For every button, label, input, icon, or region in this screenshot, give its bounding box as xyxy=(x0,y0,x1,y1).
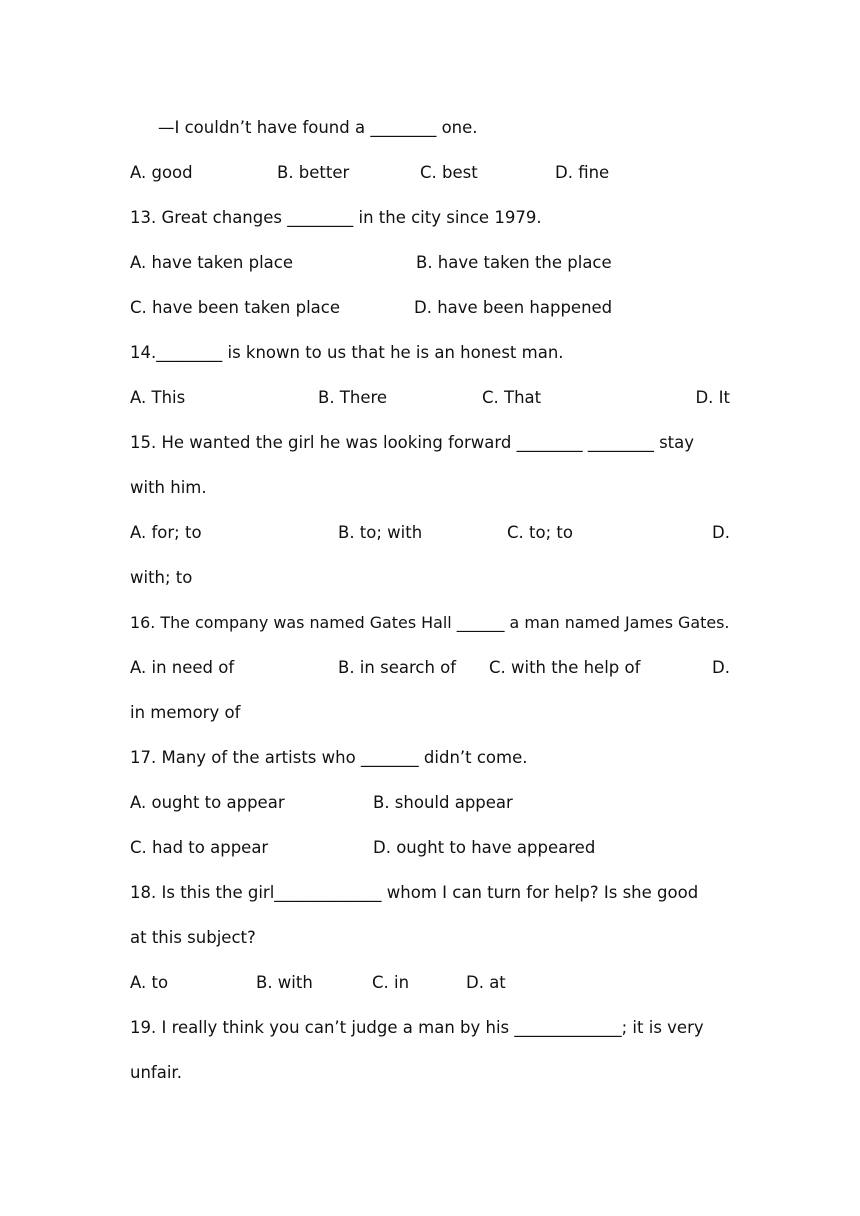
q17-option-a: A. ought to appear xyxy=(130,793,285,812)
q14-option-b: B. There xyxy=(318,388,388,407)
q14-stem-text: 14.________ is known to us that he is an honest man. xyxy=(130,343,564,362)
q13-option-d: D. have been happened xyxy=(414,298,613,317)
q12-option-c: C. best xyxy=(420,163,478,182)
q17-options-row2 xyxy=(130,836,730,860)
q14-options xyxy=(130,386,730,410)
q13-stem xyxy=(130,206,730,230)
q13-options-row2 xyxy=(130,296,730,320)
q14-option-c: C. That xyxy=(482,388,542,407)
q18-stem-line2 xyxy=(130,926,730,950)
q19-stem-text-2: unfair. xyxy=(130,1063,182,1082)
q15-option-d-label: D. xyxy=(712,523,730,542)
q16-option-b: B. in search of xyxy=(338,658,457,677)
q12-options xyxy=(130,161,730,185)
q18-option-b: B. with xyxy=(256,973,313,992)
q18-option-d: D. at xyxy=(466,973,506,992)
q18-stem-text-1: 18. Is this the girl_____________ whom I can turn for help? Is she good xyxy=(130,883,699,902)
q14-option-a: A. This xyxy=(130,388,186,407)
q16-option-d-text: in memory of xyxy=(130,703,241,722)
q18-stem-line1 xyxy=(130,881,730,905)
q15-option-d-text: with; to xyxy=(130,568,193,587)
q16-option-a: A. in need of xyxy=(130,658,235,677)
q15-option-b: B. to; with xyxy=(338,523,423,542)
q13-option-b: B. have taken the place xyxy=(416,253,612,272)
q15-option-c: C. to; to xyxy=(507,523,573,542)
q19-stem-line2 xyxy=(130,1061,730,1085)
q17-option-c: C. had to appear xyxy=(130,838,269,857)
q16-stem xyxy=(130,611,730,635)
q13-options-row1 xyxy=(130,251,730,275)
q17-option-d: D. ought to have appeared xyxy=(373,838,596,857)
q12-stem-continuation: —I couldn’t have found a ________ one. xyxy=(158,118,478,137)
q15-options xyxy=(130,521,730,545)
q18-options xyxy=(130,971,730,995)
q17-options-row1 xyxy=(130,791,730,815)
q17-option-b: B. should appear xyxy=(373,793,513,812)
q17-stem xyxy=(130,746,730,770)
q16-stem-text: 16. The company was named Gates Hall ______ a man named James Gates. xyxy=(130,613,730,632)
q13-stem-text: 13. Great changes ________ in the city since 1979. xyxy=(130,208,542,227)
q19-stem-text-1: 19. I really think you can’t judge a man by his _____________; it is very xyxy=(130,1018,704,1037)
q16-option-c: C. with the help of xyxy=(489,658,641,677)
q12-stem-line xyxy=(130,116,730,140)
q16-options xyxy=(130,656,730,680)
q12-option-a: A. good xyxy=(130,163,193,182)
q16-option-d-wrap-line xyxy=(130,701,730,725)
q17-stem-text: 17. Many of the artists who _______ didn’t come. xyxy=(130,748,528,767)
q18-option-c: C. in xyxy=(372,973,410,992)
q15-stem-line1 xyxy=(130,431,730,455)
q19-stem-line1 xyxy=(130,1016,730,1040)
q13-option-c: C. have been taken place xyxy=(130,298,341,317)
q15-stem-line2 xyxy=(130,476,730,500)
q13-option-a: A. have taken place xyxy=(130,253,294,272)
q18-option-a: A. to xyxy=(130,973,169,992)
q12-option-d: D. fine xyxy=(555,163,610,182)
q12-option-b: B. better xyxy=(277,163,350,182)
q14-stem xyxy=(130,341,730,365)
q16-option-d-label: D. xyxy=(712,658,730,677)
q15-option-d-wrap-line xyxy=(130,566,730,590)
q15-option-a: A. for; to xyxy=(130,523,202,542)
q18-stem-text-2: at this subject? xyxy=(130,928,256,947)
q15-stem-text-1: 15. He wanted the girl he was looking forward ________ ________ stay xyxy=(130,433,695,452)
q15-stem-text-2: with him. xyxy=(130,478,207,497)
q14-option-d: D. It xyxy=(695,388,730,407)
